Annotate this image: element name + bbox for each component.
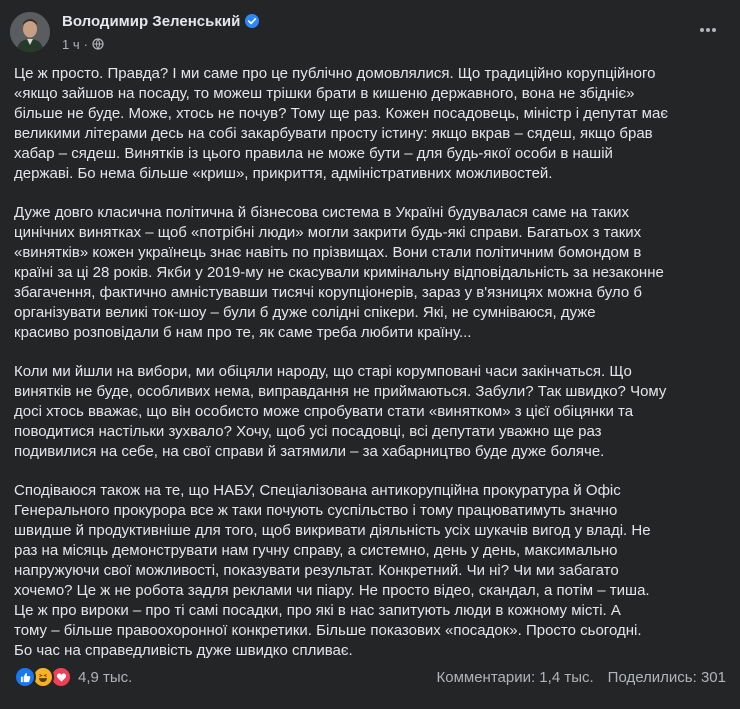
post-paragraph-3: Коли ми йшли на вибори, ми обіцяли народу, що старі корумповані часи закінчаться. Що винятків не буде, особливих нема, виправдання не приймаються. Забули? Так швидко? Чому досі хтось вважає, що він особисто може спробувати стати «винятком» з цієї обіцянки та поводитися настільки зухвало? Хочу, щоб усі посадовці, всі депутати уважно ще раз подивилися на себе, на свої справи й затямили – за хабарництво буде дуже боляче. [14,363,667,460]
like-icon [14,666,36,688]
avatar[interactable] [10,12,50,52]
globe-icon[interactable] [92,38,104,50]
post-timestamp[interactable]: 1 ч [62,36,80,52]
post-header [10,8,259,56]
post-footer [14,664,726,690]
reactions-count[interactable]: 4,9 тыс. [78,668,133,686]
ellipsis-icon [698,20,718,40]
avatar-image [10,12,50,52]
verified-badge-icon [245,14,259,28]
reaction-icons [14,666,72,688]
reactions-summary[interactable] [14,666,132,688]
separator-dot: · [83,36,88,52]
post-text [14,64,729,680]
timestamp-row [62,34,259,54]
author-name[interactable]: Володимир Зеленський [62,12,241,30]
more-options-button[interactable] [690,12,726,48]
author-row [62,10,259,32]
post-paragraph-2: Дуже довго класична політична й бізнесова система в Україні будувалася саме на таких цинічних винятках – щоб «потрібні люди» могли закрити будь-які справи. Багатьох з таких «винятків» кожен українець знає навіть по прізвищах. Вони стали політичним бомондом в країні за ці 28 років. Якби у 2019-му не скасували кримінальну відповідальність за незаконне збагачення, фактично амністувавши тисячі корупціонерів, зараз у в'язницях можна було б організувати великі ток-шоу – були б дуже солідні спікери. Які, не сумніваюся, дуже красиво розповідали б нам про те, як саме треба любити країну... [14,204,664,341]
shares-count[interactable]: Поделились: 301 [607,668,726,686]
engagement-stats [437,669,727,686]
comments-count[interactable]: Комментарии: 1,4 тыс. [436,668,594,686]
post-paragraph-1: Це ж просто. Правда? І ми саме про це публічно домовлялися. Що традиційно корупційного «якщо зайшов на посаду, то можеш трішки брати в кишеню державного, вона не збідніє» більше не буде. Може, хтось не почув? Тому ще раз. Кожен посадовець, міністр і депутат має великими літерами десь на собі закарбувати просту істину: якщо вкрав – сядеш, якщо брав хабар – сядеш. Винятків із цього правила не може бути – для будь-якої особи в нашій державі. Бо нема більше «криш», прикриття, адміністративних можливостей. [14,65,668,182]
post-meta [62,10,259,54]
post-paragraph-4: Сподіваюся також на те, що НАБУ, Спеціалізована антикорупційна прокуратура й Офіс Генерального прокурора все ж таки почують суспільство і тому працюватимуть значно швидше й продуктивніше для того, щоб викривати діяльність усіх шукачів вигод у владі. Не раз на місяць демонструвати нам гучну справу, а системно, день у день, максимально напружуючи свої можливості, показувати результат. Конкретний. Чи ні? Чи ми забагато хочемо? Це ж не робота задля реклами чи піару. Не просто відео, скандал, а потім – тиша. Це ж про вироки – про ті самі посадки, про які в нас запитують люди в кожному місті. А тому – більше правоохоронної конкретики. Більше показових «посадок». Просто сьогодні. Бо час на справедливість дуже швидко спливає. [14,482,651,659]
